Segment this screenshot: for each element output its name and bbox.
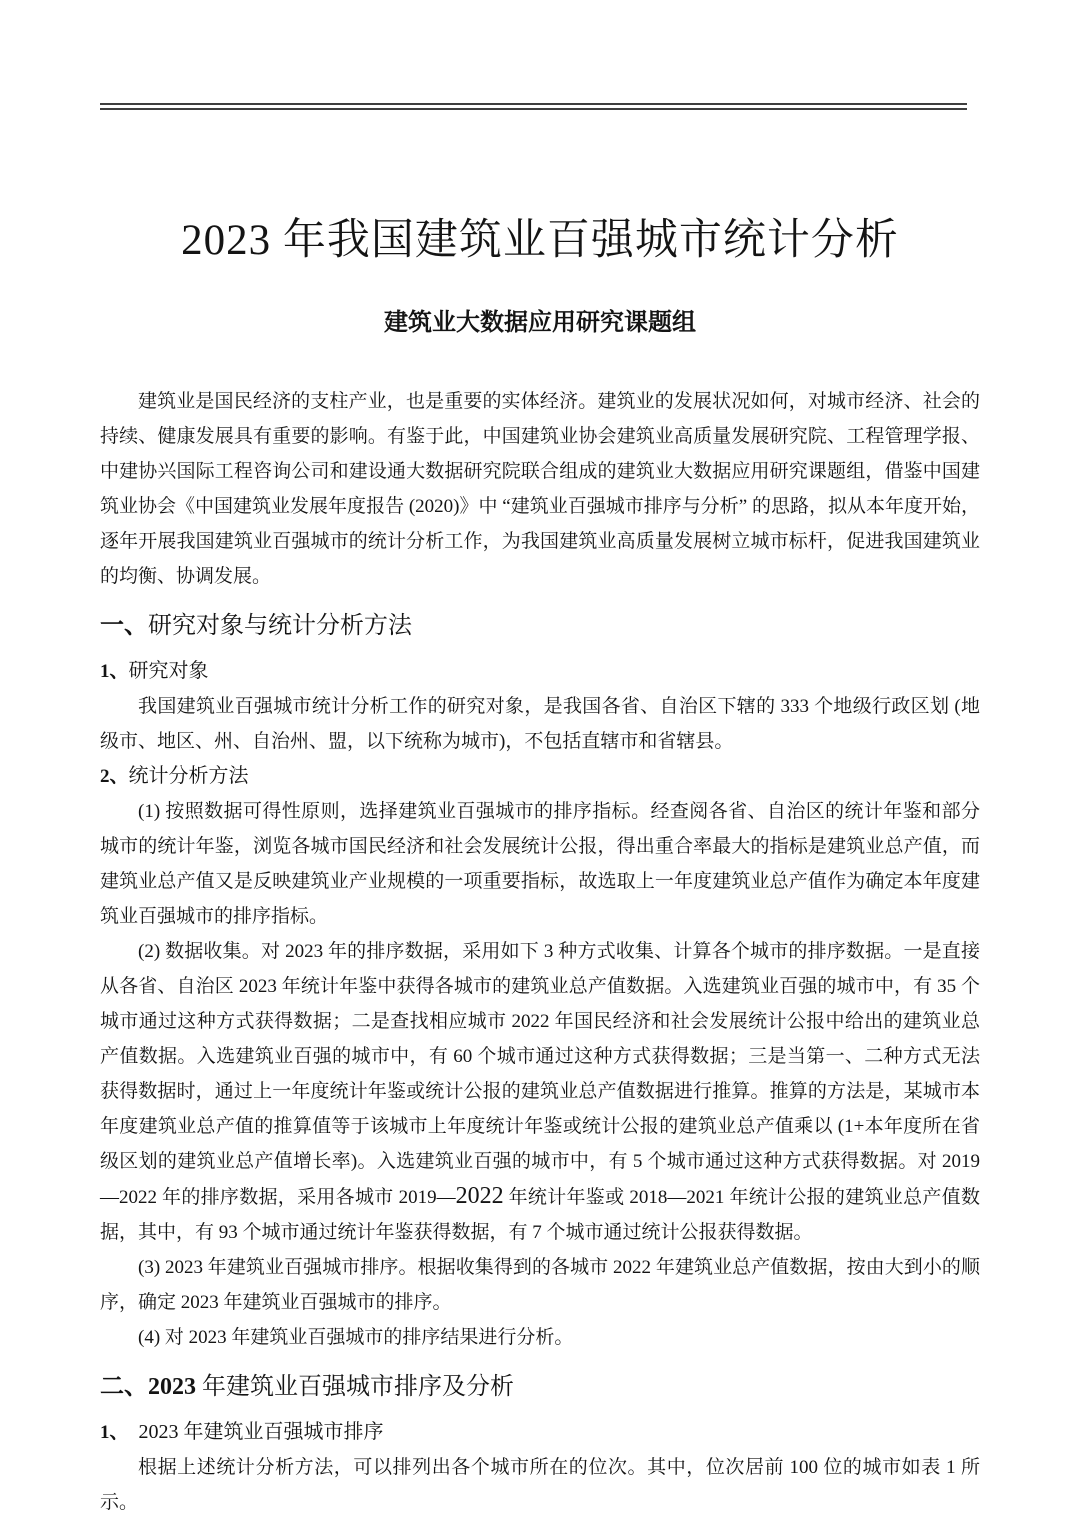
item-2-1-number: 1、 (100, 1422, 129, 1443)
method-paragraph-3: (3) 2023 年建筑业百强城市排序。根据收集得到的各城市 2022 年建筑业总产值数据，按由大到小的顺序，确定 2023 年建筑业百强城市的排序。 (100, 1257, 980, 1313)
document-subtitle: 建筑业大数据应用研究课题组 (384, 310, 696, 336)
ranking-intro-paragraph: 根据上述统计分析方法，可以排列出各个城市所在的位次。其中，位次居前 100 位的城市如表 1 所示。 (100, 1457, 980, 1513)
section-2-item-1-label (100, 1415, 980, 1450)
method-paragraph-2 (100, 934, 980, 1250)
item-1-2-number: 2、 (100, 766, 129, 787)
method-paragraph-2-text-b: 年统计年鉴或 2018—2021 年统计公报的建筑业总产值数据，其中，有 93 个城市通过统计年鉴获得数据，有 7 个城市通过统计公报获得数据。 (100, 1187, 980, 1243)
document-body (100, 384, 980, 1520)
item-1-1-number: 1、 (100, 661, 129, 682)
document-title: 2023 年我国建筑业百强城市统计分析 (181, 217, 899, 264)
method-paragraph-4: (4) 对 2023 年建筑业百强城市的排序结果进行分析。 (138, 1327, 574, 1348)
section-1-heading-number: 一、 (100, 613, 148, 639)
section-1-item-1-label (100, 654, 980, 689)
method-paragraph-1: (1) 按照数据可得性原则，选择建筑业百强城市的排序指标。经查阅各省、自治区的统计年鉴和部分城市的统计年鉴，浏览各城市国民经济和社会发展统计公报，得出重合率最大的指标是建筑业总产值，而建筑业总产值又是反映建筑业产业规模的一项重要指标，故选取上一年度建筑业总产值作为确定本年度建筑业百强城市的排序指标。 (100, 801, 980, 927)
method-paragraph-2-year: 2022 (455, 1183, 504, 1209)
item-2-1-text: 2023 年建筑业百强城市排序 (138, 1421, 384, 1443)
section-2-heading (100, 1371, 980, 1403)
section-1-item-2-label (100, 759, 980, 794)
item-1-1-text: 研究对象 (128, 660, 209, 682)
section-1-heading-text: 研究对象与统计分析方法 (148, 613, 412, 639)
section-1-heading (100, 610, 980, 642)
section-2-heading-text: 年建筑业百强城市排序及分析 (196, 1374, 514, 1400)
item-1-2-text: 统计分析方法 (128, 765, 249, 787)
research-scope-paragraph: 我国建筑业百强城市统计分析工作的研究对象，是我国各省、自治区下辖的 333 个地级行政区划 (地级市、地区、州、自治州、盟，以下统称为城市)，不包括直辖市和省辖县。 (100, 696, 980, 752)
method-paragraph-2-text-a: (2) 数据收集。对 2023 年的排序数据，采用如下 3 种方式收集、计算各个城市的排序数据。一是直接从各省、自治区 2023 年统计年鉴中获得各城市的建筑业总产值数据。入选建筑业百强的城市中，有 35 个城市通过这种方式获得数据；二是查找相应城市 2022 年国民经济和社会发展统计公报中给出的建筑业总产值数据。入选建筑业百强的城市中，有 60 个城市通过这种方式获得数据；三是当第一、二种方式无法获得数据时，通过上一年度统计年鉴或统计公报的建筑业总产值数据进行推算。推算的方法是，某城市本年度建筑业总产值的推算值等于该城市上年度统计年鉴或统计公报的建筑业总产值乘以 (1+本年度所在省级区划的建筑业总产值增长率)。入选建筑业百强的城市中，有 5 个城市通过这种方式获得数据。对 2019—2022 年的排序数据，采用各城市 2019— (100, 941, 980, 1208)
intro-paragraph: 建筑业是国民经济的支柱产业，也是重要的实体经济。建筑业的发展状况如何，对城市经济、社会的持续、健康发展具有重要的影响。有鉴于此，中国建筑业协会建筑业高质量发展研究院、工程管理学报、中建协兴国际工程咨询公司和建设通大数据研究院联合组成的建筑业大数据应用研究课题组，借鉴中国建筑业协会《中国建筑业发展年度报告 (2020)》中 “建筑业百强城市排序与分析” 的思路，拟从本年度开始，逐年开展我国建筑业百强城市的统计分析工作，为我国建筑业高质量发展树立城市标杆，促进我国建筑业的均衡、协调发展。 (100, 391, 980, 587)
header-rule (100, 103, 967, 110)
section-2-heading-number: 二、2023 (100, 1374, 196, 1400)
